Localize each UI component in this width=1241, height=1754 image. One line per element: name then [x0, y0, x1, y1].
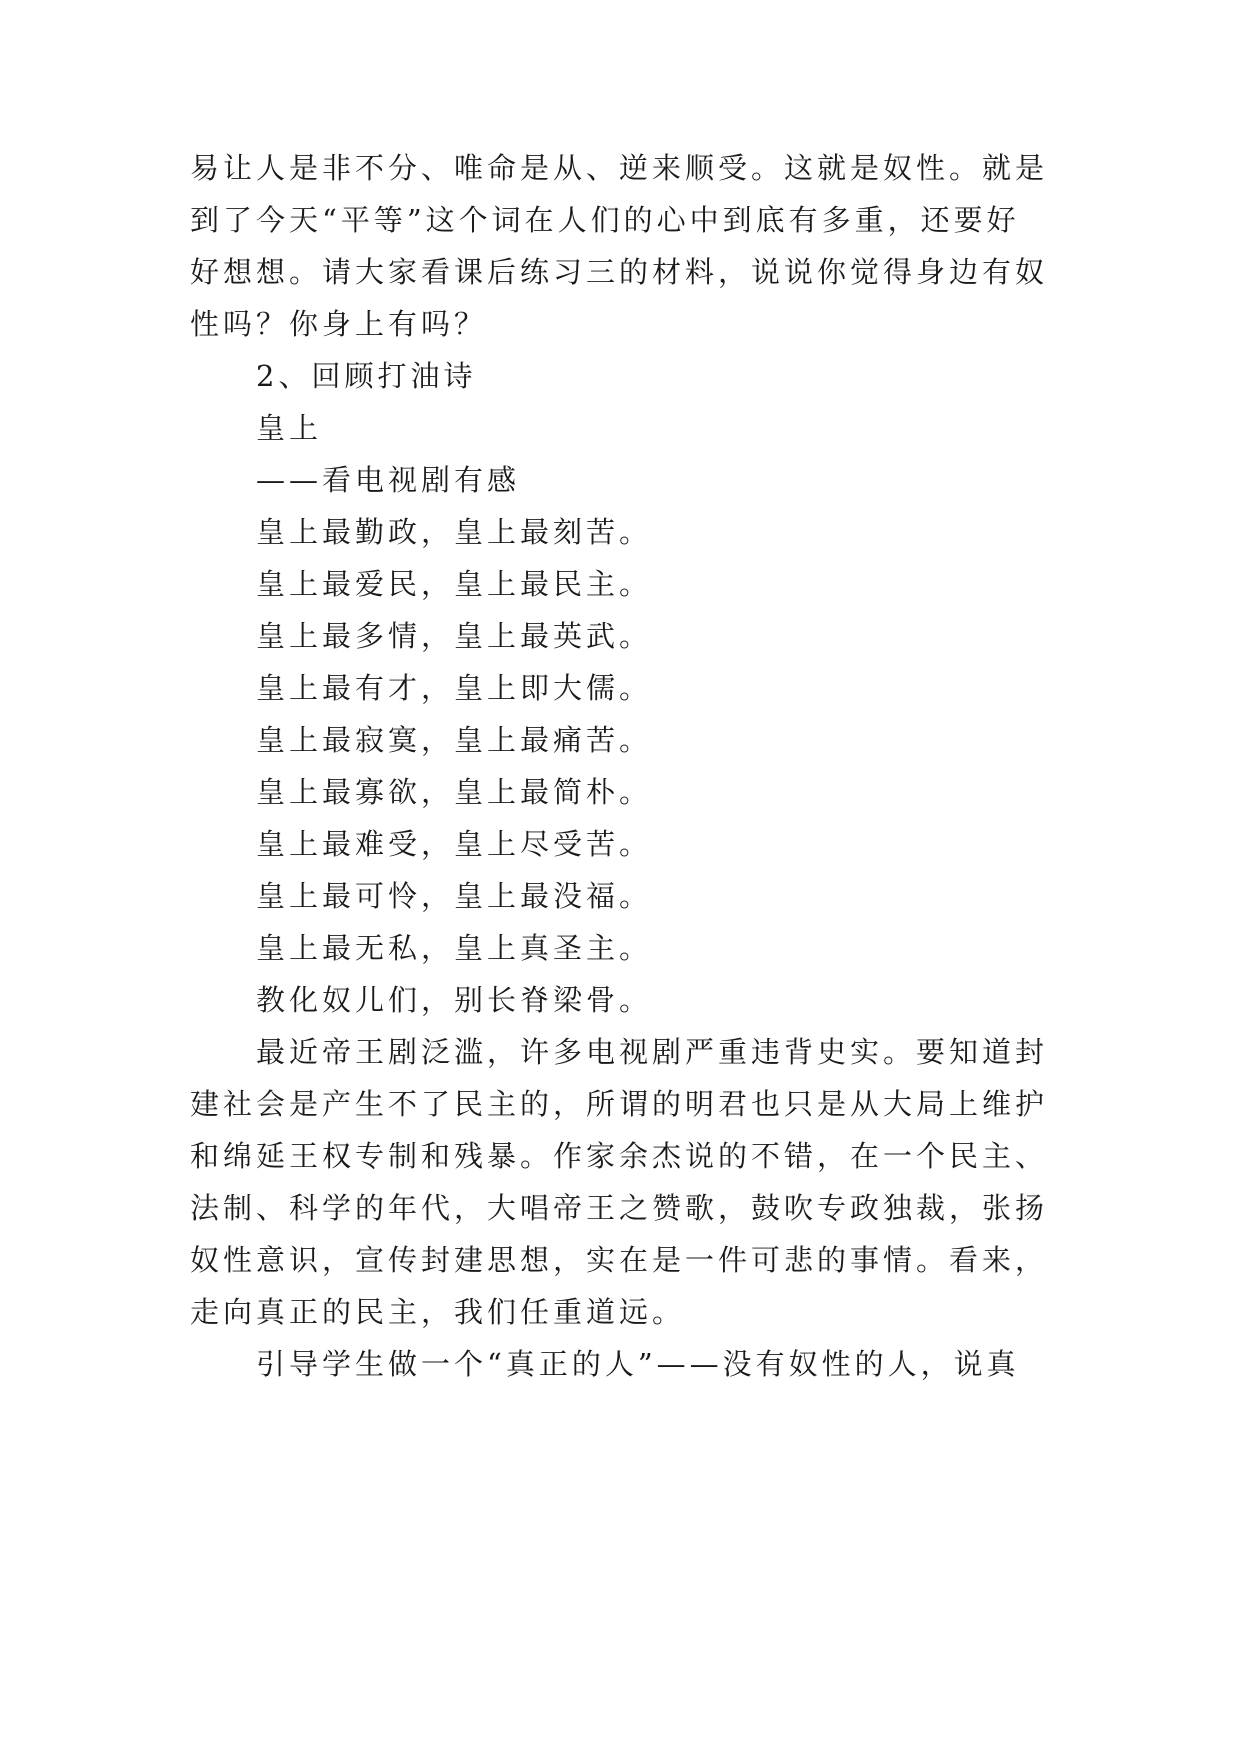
poem-line-8: 皇上最可怜，皇上最没福。 — [256, 879, 653, 913]
poem-line-9: 皇上最无私，皇上真圣主。 — [256, 931, 653, 965]
intro-line-3: 好想想。请大家看课后练习三的材料，说说你觉得身边有奴 — [190, 255, 1049, 289]
commentary-line-2: 建社会是产生不了民主的，所谓的明君也只是从大局上维护 — [190, 1087, 1049, 1121]
poem-title: 皇上 — [256, 411, 323, 445]
commentary-line-3: 和绵延王权专制和残暴。作家余杰说的不错，在一个民主、 — [190, 1139, 1049, 1173]
poem-line-1: 皇上最勤政，皇上最刻苦。 — [256, 515, 653, 549]
poem-subtitle: ——看电视剧有感 — [256, 463, 521, 497]
commentary-line-4: 法制、科学的年代，大唱帝王之赞歌，鼓吹专政独裁，张扬 — [190, 1191, 1049, 1225]
poem-line-7: 皇上最难受，皇上尽受苦。 — [256, 827, 653, 861]
intro-line-1: 易让人是非不分、唯命是从、逆来顺受。这就是奴性。就是 — [190, 151, 1049, 185]
poem-line-2: 皇上最爱民，皇上最民主。 — [256, 567, 653, 601]
poem-line-6: 皇上最寡欲，皇上最简朴。 — [256, 775, 653, 809]
poem-line-5: 皇上最寂寞，皇上最痛苦。 — [256, 723, 653, 757]
commentary-line-1: 最近帝王剧泛滥，许多电视剧严重违背史实。要知道封 — [256, 1035, 1049, 1069]
commentary-line-5: 奴性意识，宣传封建思想，实在是一件可悲的事情。看来， — [190, 1243, 1049, 1277]
intro-line-4: 性吗？你身上有吗？ — [190, 307, 488, 341]
commentary-line-6: 走向真正的民主，我们任重道远。 — [190, 1295, 686, 1329]
poem-line-10: 教化奴儿们，别长脊梁骨。 — [256, 983, 653, 1017]
closing-line-1: 引导学生做一个“真正的人”——没有奴性的人，说真 — [256, 1347, 1020, 1381]
poem-line-3: 皇上最多情，皇上最英武。 — [256, 619, 653, 653]
poem-line-4: 皇上最有才，皇上即大儒。 — [256, 671, 653, 705]
section-heading: 2、回顾打油诗 — [256, 359, 477, 393]
intro-line-2: 到了今天“平等”这个词在人们的心中到底有多重，还要好 — [190, 203, 1020, 237]
